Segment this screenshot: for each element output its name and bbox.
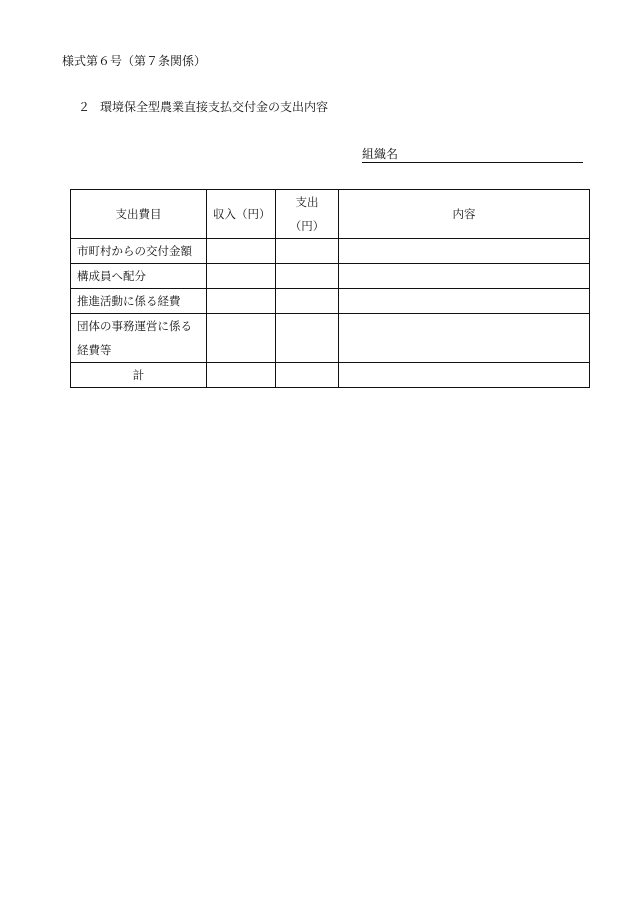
income-cell[interactable] (207, 239, 276, 264)
section-heading (78, 98, 328, 115)
organization-label: 組織名 (362, 147, 399, 161)
content-cell[interactable] (339, 264, 590, 289)
content-cell[interactable] (339, 314, 590, 363)
organization-name-field[interactable] (362, 147, 583, 163)
total-content-cell[interactable] (339, 363, 590, 388)
income-cell[interactable] (207, 264, 276, 289)
expense-cell[interactable] (276, 314, 339, 363)
row-item-label: 構成員へ配分 (71, 264, 207, 289)
section-number: ２ (78, 100, 91, 114)
header-income: 収入（円） (207, 190, 276, 239)
form-number: 様式第６号（第７条関係） (62, 54, 207, 68)
header-expense-item: 支出費目 (71, 190, 207, 239)
section-title: 環境保全型農業直接支払交付金の支出内容 (100, 100, 329, 114)
expense-table (70, 189, 590, 388)
income-cell[interactable] (207, 289, 276, 314)
row-item-label: 団体の事務運営に係る経費等 (71, 314, 207, 363)
total-label: 計 (71, 363, 207, 388)
total-income-cell[interactable] (207, 363, 276, 388)
income-cell[interactable] (207, 314, 276, 363)
table-row (71, 239, 590, 264)
table-row (71, 314, 590, 363)
row-item-label: 推進活動に係る経費 (71, 289, 207, 314)
content-cell[interactable] (339, 289, 590, 314)
expense-cell[interactable] (276, 264, 339, 289)
table-row (71, 264, 590, 289)
total-expense-cell[interactable] (276, 363, 339, 388)
table-header-row (71, 190, 590, 239)
total-row (71, 363, 590, 388)
table-row (71, 289, 590, 314)
content-cell[interactable] (339, 239, 590, 264)
expense-cell[interactable] (276, 289, 339, 314)
header-expense: 支出（円） (276, 190, 339, 239)
row-item-label: 市町村からの交付金額 (71, 239, 207, 264)
expense-cell[interactable] (276, 239, 339, 264)
header-content: 内容 (339, 190, 590, 239)
